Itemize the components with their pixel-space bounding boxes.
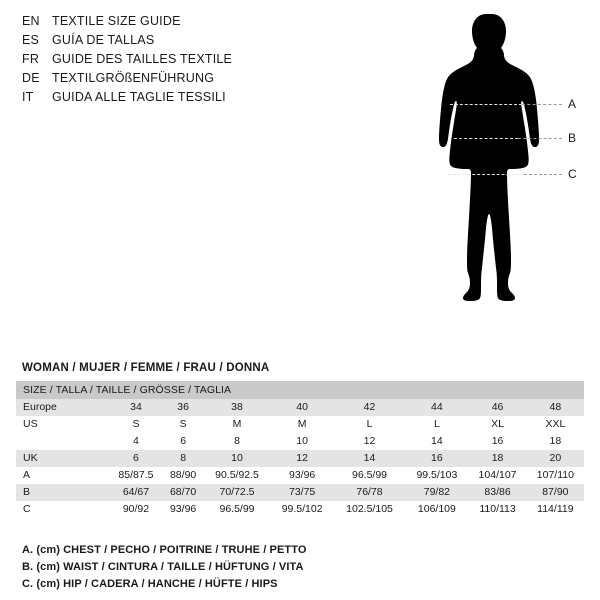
table-cell: 18 [468, 450, 526, 467]
table-cell: 64/67 [109, 484, 163, 501]
row-label [16, 433, 109, 450]
table-cell: 70/72.5 [203, 484, 270, 501]
table-cell: 68/70 [163, 484, 203, 501]
table-cell: 96.5/99 [334, 467, 406, 484]
table-cell: 34 [109, 399, 163, 416]
language-row [22, 90, 352, 109]
table-row [16, 433, 584, 450]
language-row [22, 52, 352, 71]
table-cell: 99.5/103 [405, 467, 468, 484]
table-cell: 16 [468, 433, 526, 450]
language-title: GUIDA ALLE TAGLIE TESSILI [52, 90, 226, 104]
table-cell: 90.5/92.5 [203, 467, 270, 484]
table-cell: 42 [334, 399, 406, 416]
row-label: B [16, 484, 109, 501]
table-cell: 38 [203, 399, 270, 416]
language-row [22, 33, 352, 52]
legend-row-b: B. (cm) WAIST / CINTURA / TAILLE / HÜFTUNG / VITA [22, 561, 304, 573]
language-row [22, 71, 352, 90]
language-row [22, 14, 352, 33]
table-cell: 12 [271, 450, 334, 467]
table-cell: M [203, 416, 270, 433]
language-code: ES [22, 33, 40, 47]
table-cell: 90/92 [109, 501, 163, 518]
table-cell: 46 [468, 399, 526, 416]
table-cell: 73/75 [271, 484, 334, 501]
measure-band-waist [454, 138, 518, 139]
table-cell: 6 [109, 450, 163, 467]
table-cell: 16 [405, 450, 468, 467]
leader-line-chest [522, 104, 562, 105]
table-cell: S [109, 416, 163, 433]
table-cell: XL [468, 416, 526, 433]
table-row [16, 501, 584, 518]
measure-label-b: B [568, 131, 577, 145]
table-cell: 14 [405, 433, 468, 450]
table-caption: WOMAN / MUJER / FEMME / FRAU / DONNA [22, 362, 270, 374]
table-cell: 76/78 [334, 484, 406, 501]
table-cell: 36 [163, 399, 203, 416]
table-cell: 110/113 [468, 501, 526, 518]
language-title: TEXTILE SIZE GUIDE [52, 14, 181, 28]
table-cell: 93/96 [163, 501, 203, 518]
language-title-block [22, 14, 352, 109]
table-header-row [16, 381, 584, 399]
table-cell: S [163, 416, 203, 433]
table-cell: 88/90 [163, 467, 203, 484]
measure-label-a: A [568, 97, 577, 111]
row-label: UK [16, 450, 109, 467]
table-cell: 106/109 [405, 501, 468, 518]
row-label: US [16, 416, 109, 433]
table-cell: 44 [405, 399, 468, 416]
table-row [16, 450, 584, 467]
language-title: TEXTILGRÖßENFÜHRUNG [52, 71, 215, 85]
table-cell: 99.5/102 [271, 501, 334, 518]
table-cell: 104/107 [468, 467, 526, 484]
table-cell: 79/82 [405, 484, 468, 501]
legend-row-a: A. (cm) CHEST / PECHO / POITRINE / TRUHE / PETTO [22, 544, 307, 556]
table-cell: 14 [334, 450, 406, 467]
table-cell: 40 [271, 399, 334, 416]
row-label: A [16, 467, 109, 484]
table-cell: M [271, 416, 334, 433]
row-label: Europe [16, 399, 109, 416]
table-cell: 114/119 [527, 501, 584, 518]
measurement-legend [22, 542, 582, 593]
table-row [16, 484, 584, 501]
table-row [16, 399, 584, 416]
table-cell: 10 [203, 450, 270, 467]
table-cell: 87/90 [527, 484, 584, 501]
table-cell: 4 [109, 433, 163, 450]
table-cell: 10 [271, 433, 334, 450]
table-cell: 83/86 [468, 484, 526, 501]
language-code: DE [22, 71, 40, 85]
language-code: EN [22, 14, 40, 28]
table-cell: 96.5/99 [203, 501, 270, 518]
table-cell: 18 [527, 433, 584, 450]
measure-band-hip [448, 174, 524, 175]
measure-band-chest [450, 104, 522, 105]
table-header-label: SIZE / TALLA / TAILLE / GRÖSSE / TAGLIA [16, 381, 584, 399]
language-title: GUIDE DES TAILLES TEXTILE [52, 52, 233, 66]
language-code: IT [22, 90, 34, 104]
row-label: C [16, 501, 109, 518]
language-code: FR [22, 52, 40, 66]
language-title: GUÍA DE TALLAS [52, 33, 155, 47]
table-row [16, 416, 584, 433]
leader-line-hip [524, 174, 562, 175]
measure-label-c: C [568, 167, 577, 181]
table-cell: XXL [527, 416, 584, 433]
table-cell: 20 [527, 450, 584, 467]
table-cell: L [405, 416, 468, 433]
table-cell: 8 [203, 433, 270, 450]
table-cell: L [334, 416, 406, 433]
female-silhouette-figure [400, 8, 595, 378]
table-cell: 48 [527, 399, 584, 416]
table-cell: 6 [163, 433, 203, 450]
leader-line-waist [518, 138, 562, 139]
table-cell: 8 [163, 450, 203, 467]
table-cell: 85/87.5 [109, 467, 163, 484]
table-row [16, 467, 584, 484]
body-silhouette-icon [400, 8, 595, 378]
table-cell: 12 [334, 433, 406, 450]
legend-row-c: C. (cm) HIP / CADERA / HANCHE / HÜFTE / HIPS [22, 578, 278, 590]
table-cell: 107/110 [527, 467, 584, 484]
table-cell: 102.5/105 [334, 501, 406, 518]
size-table [16, 381, 584, 518]
table-cell: 93/96 [271, 467, 334, 484]
